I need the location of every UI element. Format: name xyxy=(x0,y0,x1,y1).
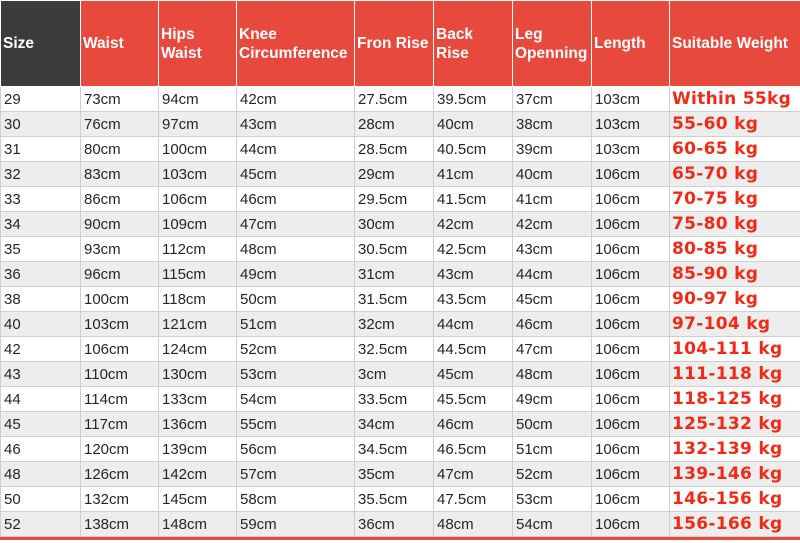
cell-leg-opening: 43cm xyxy=(513,237,592,262)
cell-knee-circumference: 44cm xyxy=(237,137,355,162)
cell-knee-circumference: 59cm xyxy=(237,512,355,537)
cell-front-rise: 34cm xyxy=(355,412,434,437)
cell-knee-circumference: 51cm xyxy=(237,312,355,337)
cell-front-rise: 3cm xyxy=(355,362,434,387)
cell-suitable-weight: 156-166 kg xyxy=(670,512,800,537)
table-row xyxy=(1,137,800,162)
cell-back-rise: 42.5cm xyxy=(434,237,513,262)
cell-knee-circumference: 50cm xyxy=(237,287,355,312)
cell-back-rise: 47.5cm xyxy=(434,487,513,512)
cell-length: 106cm xyxy=(592,437,670,462)
cell-size: 31 xyxy=(1,137,81,162)
cell-size: 45 xyxy=(1,412,81,437)
cell-length: 106cm xyxy=(592,412,670,437)
cell-suitable-weight: 55-60 kg xyxy=(670,112,800,137)
cell-hips-waist: 118cm xyxy=(159,287,237,312)
cell-leg-opening: 51cm xyxy=(513,437,592,462)
cell-front-rise: 32.5cm xyxy=(355,337,434,362)
cell-knee-circumference: 53cm xyxy=(237,362,355,387)
cell-suitable-weight: 125-132 kg xyxy=(670,412,800,437)
cell-waist: 83cm xyxy=(81,162,159,187)
cell-front-rise: 29cm xyxy=(355,162,434,187)
cell-size: 29 xyxy=(1,87,81,112)
cell-suitable-weight: 70-75 kg xyxy=(670,187,800,212)
table-row xyxy=(1,312,800,337)
table-body xyxy=(1,87,800,537)
cell-hips-waist: 142cm xyxy=(159,462,237,487)
cell-front-rise: 30.5cm xyxy=(355,237,434,262)
cell-front-rise: 31cm xyxy=(355,262,434,287)
cell-suitable-weight: 139-146 kg xyxy=(670,462,800,487)
cell-waist: 86cm xyxy=(81,187,159,212)
cell-hips-waist: 97cm xyxy=(159,112,237,137)
cell-length: 106cm xyxy=(592,212,670,237)
cell-suitable-weight: 132-139 kg xyxy=(670,437,800,462)
cell-length: 106cm xyxy=(592,187,670,212)
cell-back-rise: 41.5cm xyxy=(434,187,513,212)
table-row xyxy=(1,162,800,187)
cell-hips-waist: 124cm xyxy=(159,337,237,362)
cell-hips-waist: 136cm xyxy=(159,412,237,437)
header-hips-waist: Hips Waist xyxy=(159,1,237,87)
cell-back-rise: 43.5cm xyxy=(434,287,513,312)
cell-waist: 126cm xyxy=(81,462,159,487)
table-row xyxy=(1,287,800,312)
cell-length: 103cm xyxy=(592,87,670,112)
cell-suitable-weight: 104-111 kg xyxy=(670,337,800,362)
cell-size: 33 xyxy=(1,187,81,212)
cell-hips-waist: 130cm xyxy=(159,362,237,387)
cell-leg-opening: 54cm xyxy=(513,512,592,537)
cell-waist: 80cm xyxy=(81,137,159,162)
cell-waist: 76cm xyxy=(81,112,159,137)
cell-suitable-weight: 60-65 kg xyxy=(670,137,800,162)
cell-waist: 114cm xyxy=(81,387,159,412)
cell-back-rise: 43cm xyxy=(434,262,513,287)
cell-leg-opening: 44cm xyxy=(513,262,592,287)
cell-front-rise: 28cm xyxy=(355,112,434,137)
cell-suitable-weight: 65-70 kg xyxy=(670,162,800,187)
header-knee-circumference: Knee Circumference xyxy=(237,1,355,87)
cell-waist: 100cm xyxy=(81,287,159,312)
header-front-rise: Fron Rise xyxy=(355,1,434,87)
cell-length: 103cm xyxy=(592,112,670,137)
cell-waist: 90cm xyxy=(81,212,159,237)
cell-hips-waist: 106cm xyxy=(159,187,237,212)
cell-length: 106cm xyxy=(592,337,670,362)
cell-suitable-weight: 146-156 kg xyxy=(670,487,800,512)
cell-size: 35 xyxy=(1,237,81,262)
cell-hips-waist: 115cm xyxy=(159,262,237,287)
cell-front-rise: 31.5cm xyxy=(355,287,434,312)
table-row xyxy=(1,387,800,412)
table-row xyxy=(1,412,800,437)
cell-suitable-weight: 111-118 kg xyxy=(670,362,800,387)
cell-back-rise: 44cm xyxy=(434,312,513,337)
cell-suitable-weight: 85-90 kg xyxy=(670,262,800,287)
cell-leg-opening: 39cm xyxy=(513,137,592,162)
header-length: Length xyxy=(592,1,670,87)
cell-front-rise: 33.5cm xyxy=(355,387,434,412)
cell-leg-opening: 49cm xyxy=(513,387,592,412)
cell-suitable-weight: 80-85 kg xyxy=(670,237,800,262)
cell-knee-circumference: 47cm xyxy=(237,212,355,237)
cell-front-rise: 36cm xyxy=(355,512,434,537)
cell-knee-circumference: 49cm xyxy=(237,262,355,287)
header-leg-opening: Leg Openning xyxy=(513,1,592,87)
cell-leg-opening: 41cm xyxy=(513,187,592,212)
header-row xyxy=(1,1,800,87)
cell-leg-opening: 52cm xyxy=(513,462,592,487)
cell-knee-circumference: 57cm xyxy=(237,462,355,487)
cell-back-rise: 44.5cm xyxy=(434,337,513,362)
cell-back-rise: 45.5cm xyxy=(434,387,513,412)
cell-size: 48 xyxy=(1,462,81,487)
table-row xyxy=(1,237,800,262)
cell-hips-waist: 94cm xyxy=(159,87,237,112)
cell-hips-waist: 112cm xyxy=(159,237,237,262)
cell-length: 106cm xyxy=(592,362,670,387)
table-row xyxy=(1,87,800,112)
cell-back-rise: 39.5cm xyxy=(434,87,513,112)
cell-size: 50 xyxy=(1,487,81,512)
cell-front-rise: 32cm xyxy=(355,312,434,337)
cell-length: 106cm xyxy=(592,512,670,537)
cell-knee-circumference: 46cm xyxy=(237,187,355,212)
cell-back-rise: 45cm xyxy=(434,362,513,387)
cell-size: 32 xyxy=(1,162,81,187)
cell-knee-circumference: 55cm xyxy=(237,412,355,437)
cell-size: 30 xyxy=(1,112,81,137)
cell-hips-waist: 121cm xyxy=(159,312,237,337)
cell-leg-opening: 47cm xyxy=(513,337,592,362)
cell-back-rise: 40cm xyxy=(434,112,513,137)
table-row xyxy=(1,362,800,387)
cell-back-rise: 42cm xyxy=(434,212,513,237)
cell-leg-opening: 38cm xyxy=(513,112,592,137)
cell-waist: 106cm xyxy=(81,337,159,362)
cell-front-rise: 34.5cm xyxy=(355,437,434,462)
header-back-rise: Back Rise xyxy=(434,1,513,87)
cell-knee-circumference: 58cm xyxy=(237,487,355,512)
cell-back-rise: 46cm xyxy=(434,412,513,437)
cell-knee-circumference: 48cm xyxy=(237,237,355,262)
cell-length: 106cm xyxy=(592,287,670,312)
cell-length: 106cm xyxy=(592,387,670,412)
cell-back-rise: 41cm xyxy=(434,162,513,187)
cell-back-rise: 48cm xyxy=(434,512,513,537)
table-row xyxy=(1,187,800,212)
cell-size: 44 xyxy=(1,387,81,412)
cell-length: 106cm xyxy=(592,487,670,512)
cell-waist: 138cm xyxy=(81,512,159,537)
cell-size: 38 xyxy=(1,287,81,312)
cell-leg-opening: 45cm xyxy=(513,287,592,312)
cell-hips-waist: 103cm xyxy=(159,162,237,187)
cell-front-rise: 27.5cm xyxy=(355,87,434,112)
cell-knee-circumference: 54cm xyxy=(237,387,355,412)
cell-hips-waist: 139cm xyxy=(159,437,237,462)
cell-size: 40 xyxy=(1,312,81,337)
cell-suitable-weight: 97-104 kg xyxy=(670,312,800,337)
bottom-accent-strip xyxy=(0,537,800,540)
cell-front-rise: 29.5cm xyxy=(355,187,434,212)
cell-waist: 93cm xyxy=(81,237,159,262)
cell-hips-waist: 145cm xyxy=(159,487,237,512)
table-row xyxy=(1,337,800,362)
table-row xyxy=(1,262,800,287)
cell-leg-opening: 48cm xyxy=(513,362,592,387)
cell-size: 52 xyxy=(1,512,81,537)
cell-knee-circumference: 56cm xyxy=(237,437,355,462)
cell-length: 106cm xyxy=(592,312,670,337)
cell-front-rise: 30cm xyxy=(355,212,434,237)
cell-leg-opening: 46cm xyxy=(513,312,592,337)
cell-suitable-weight: 75-80 kg xyxy=(670,212,800,237)
cell-hips-waist: 109cm xyxy=(159,212,237,237)
table-row xyxy=(1,112,800,137)
table-row xyxy=(1,212,800,237)
table-row xyxy=(1,437,800,462)
cell-suitable-weight: 118-125 kg xyxy=(670,387,800,412)
cell-length: 106cm xyxy=(592,462,670,487)
table-row xyxy=(1,512,800,537)
cell-hips-waist: 148cm xyxy=(159,512,237,537)
cell-length: 106cm xyxy=(592,237,670,262)
header-suitable-weight: Suitable Weight xyxy=(670,1,800,87)
cell-leg-opening: 50cm xyxy=(513,412,592,437)
cell-waist: 110cm xyxy=(81,362,159,387)
cell-front-rise: 35cm xyxy=(355,462,434,487)
cell-size: 36 xyxy=(1,262,81,287)
table-row xyxy=(1,487,800,512)
cell-front-rise: 35.5cm xyxy=(355,487,434,512)
cell-back-rise: 46.5cm xyxy=(434,437,513,462)
cell-size: 42 xyxy=(1,337,81,362)
cell-size: 46 xyxy=(1,437,81,462)
cell-waist: 117cm xyxy=(81,412,159,437)
cell-waist: 96cm xyxy=(81,262,159,287)
cell-length: 106cm xyxy=(592,262,670,287)
cell-back-rise: 47cm xyxy=(434,462,513,487)
cell-waist: 132cm xyxy=(81,487,159,512)
cell-waist: 103cm xyxy=(81,312,159,337)
table-row xyxy=(1,462,800,487)
cell-length: 103cm xyxy=(592,137,670,162)
cell-suitable-weight: Within 55kg xyxy=(670,87,800,112)
cell-leg-opening: 42cm xyxy=(513,212,592,237)
header-waist: Waist xyxy=(81,1,159,87)
cell-leg-opening: 40cm xyxy=(513,162,592,187)
cell-hips-waist: 133cm xyxy=(159,387,237,412)
cell-hips-waist: 100cm xyxy=(159,137,237,162)
cell-knee-circumference: 43cm xyxy=(237,112,355,137)
cell-waist: 73cm xyxy=(81,87,159,112)
cell-back-rise: 40.5cm xyxy=(434,137,513,162)
cell-knee-circumference: 42cm xyxy=(237,87,355,112)
cell-leg-opening: 37cm xyxy=(513,87,592,112)
header-size: Size xyxy=(1,1,81,87)
cell-length: 106cm xyxy=(592,162,670,187)
cell-size: 34 xyxy=(1,212,81,237)
cell-suitable-weight: 90-97 kg xyxy=(670,287,800,312)
cell-size: 43 xyxy=(1,362,81,387)
cell-knee-circumference: 52cm xyxy=(237,337,355,362)
cell-front-rise: 28.5cm xyxy=(355,137,434,162)
cell-leg-opening: 53cm xyxy=(513,487,592,512)
cell-waist: 120cm xyxy=(81,437,159,462)
cell-knee-circumference: 45cm xyxy=(237,162,355,187)
